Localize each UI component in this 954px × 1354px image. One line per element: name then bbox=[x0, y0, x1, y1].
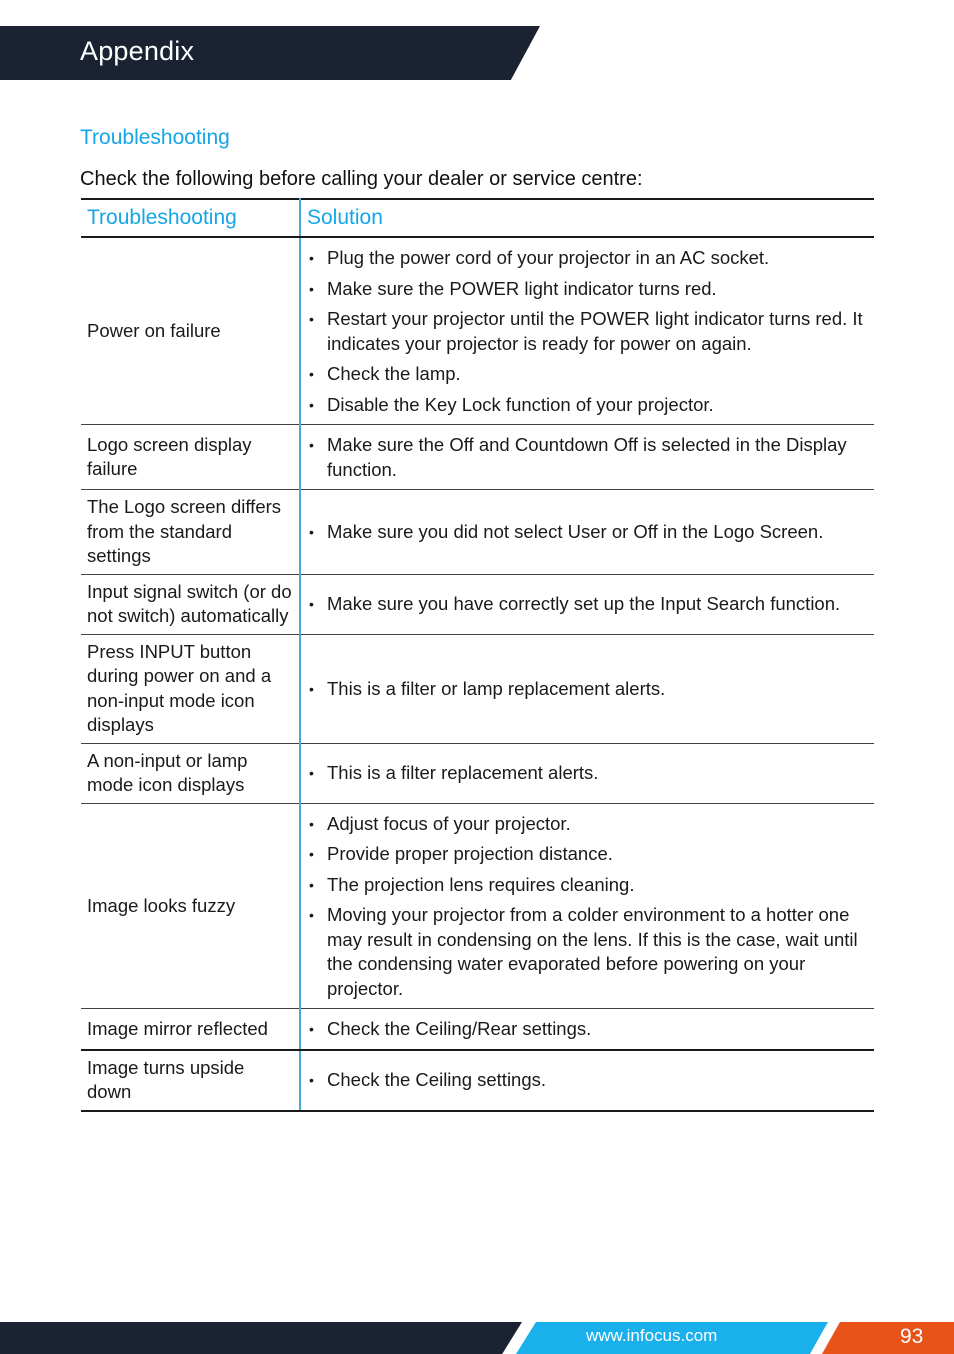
table-row bbox=[81, 1009, 874, 1050]
solution-list bbox=[309, 761, 868, 786]
solution-cell bbox=[300, 634, 874, 743]
footer-website-link[interactable]: www.infocus.com bbox=[586, 1326, 718, 1345]
solution-cell bbox=[300, 803, 874, 1009]
problem-cell: Image turns upside down bbox=[81, 1050, 300, 1111]
solution-item: • Make sure you have correctly set up the Input Search function. bbox=[309, 592, 868, 617]
solution-item: • Moving your projector from a colder environment to a hotter one may result in condensing on the lens. If this is the case, wait until the condensing water evaporated before powering on your projector. bbox=[309, 903, 868, 1001]
table-header-row bbox=[81, 199, 874, 237]
problem-cell: Input signal switch (or do not switch) automatically bbox=[81, 574, 300, 634]
solution-list bbox=[309, 433, 868, 482]
solution-item: • This is a filter replacement alerts. bbox=[309, 761, 868, 786]
table-row bbox=[81, 425, 874, 490]
table-row bbox=[81, 743, 874, 803]
solution-cell bbox=[300, 1050, 874, 1111]
problem-cell: A non-input or lamp mode icon displays bbox=[81, 743, 300, 803]
solution-cell bbox=[300, 1009, 874, 1050]
solution-cell bbox=[300, 490, 874, 575]
column-header-solution: Solution bbox=[300, 199, 874, 237]
page-title: Appendix bbox=[80, 36, 195, 66]
solution-item: • Make sure you did not select User or Off in the Logo Screen. bbox=[309, 520, 868, 545]
solution-cell bbox=[300, 574, 874, 634]
solution-item: • Make sure the Off and Countdown Off is selected in the Display function. bbox=[309, 433, 868, 482]
solution-item: • Restart your projector until the POWER light indicator turns red. It indicates your projector is ready for power on again. bbox=[309, 307, 868, 356]
column-header-troubleshooting: Troubleshooting bbox=[81, 199, 300, 237]
footer-band-page bbox=[822, 1322, 954, 1354]
solution-item: • Check the lamp. bbox=[309, 362, 868, 387]
solution-list bbox=[309, 812, 868, 1002]
solution-list bbox=[309, 592, 868, 617]
table-row bbox=[81, 574, 874, 634]
solution-list bbox=[309, 1017, 868, 1042]
intro-text: Check the following before calling your dealer or service centre: bbox=[80, 168, 643, 190]
solution-item: • Adjust focus of your projector. bbox=[309, 812, 868, 837]
solution-cell bbox=[300, 425, 874, 490]
solution-item: • Make sure the POWER light indicator turns red. bbox=[309, 277, 868, 302]
solution-item: • Provide proper projection distance. bbox=[309, 842, 868, 867]
table-row bbox=[81, 634, 874, 743]
table-row bbox=[81, 1050, 874, 1111]
solution-list bbox=[309, 677, 868, 702]
section-heading: Troubleshooting bbox=[80, 126, 230, 149]
table-row bbox=[81, 237, 874, 425]
page-number: 93 bbox=[900, 1325, 924, 1348]
solution-list bbox=[309, 520, 868, 545]
problem-cell: Image looks fuzzy bbox=[81, 803, 300, 1009]
table-row bbox=[81, 490, 874, 575]
problem-cell: Press INPUT button during power on and a non-input mode icon displays bbox=[81, 634, 300, 743]
solution-item: • Disable the Key Lock function of your projector. bbox=[309, 393, 868, 418]
solution-list bbox=[309, 1068, 868, 1093]
solution-cell bbox=[300, 237, 874, 425]
solution-list bbox=[309, 246, 868, 417]
troubleshooting-table bbox=[81, 198, 874, 1112]
problem-cell: Logo screen display failure bbox=[81, 425, 300, 490]
problem-cell: Power on failure bbox=[81, 237, 300, 425]
solution-cell bbox=[300, 743, 874, 803]
footer-band-left bbox=[0, 1322, 522, 1354]
solution-item: • Plug the power cord of your projector in an AC socket. bbox=[309, 246, 868, 271]
solution-item: • This is a filter or lamp replacement alerts. bbox=[309, 677, 868, 702]
solution-item: • Check the Ceiling/Rear settings. bbox=[309, 1017, 868, 1042]
table-row bbox=[81, 803, 874, 1009]
problem-cell: Image mirror reflected bbox=[81, 1009, 300, 1050]
solution-item: • The projection lens requires cleaning. bbox=[309, 873, 868, 898]
solution-item: • Check the Ceiling settings. bbox=[309, 1068, 868, 1093]
problem-cell: The Logo screen differs from the standard settings bbox=[81, 490, 300, 575]
